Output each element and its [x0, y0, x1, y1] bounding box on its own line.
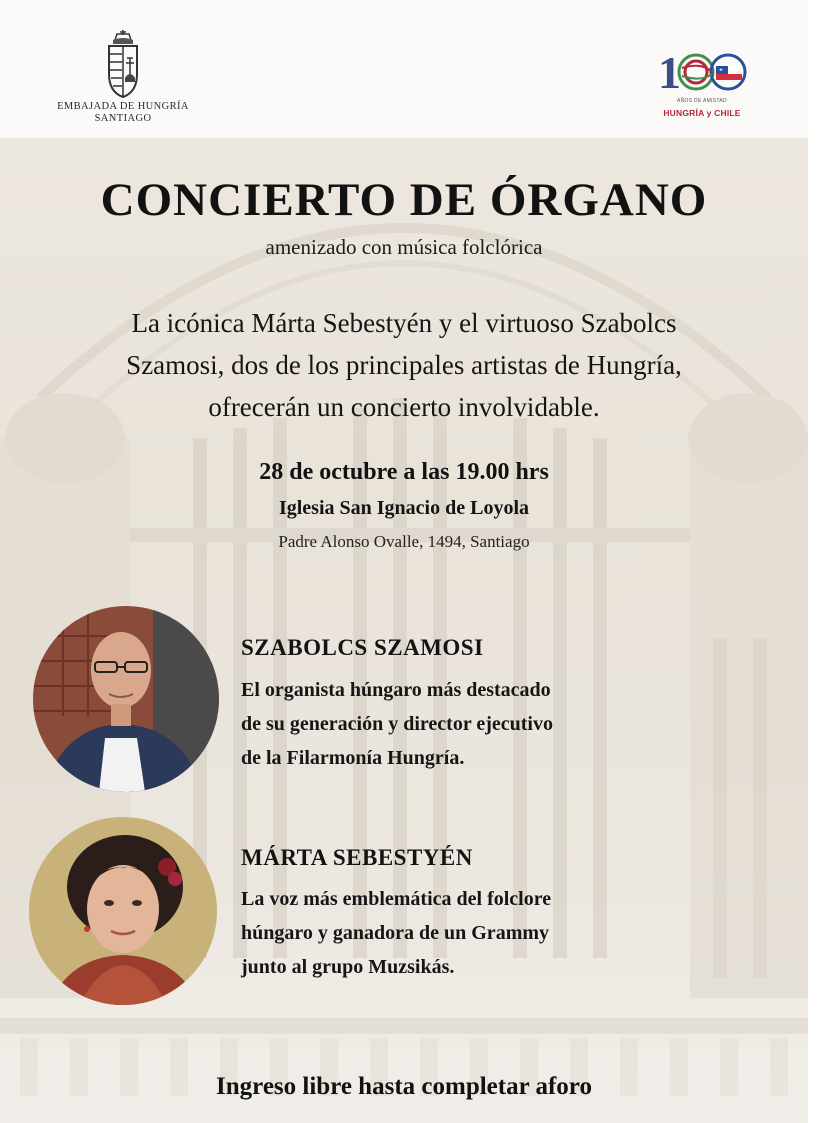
event-datetime: 28 de octubre a las 19.00 hrs: [259, 459, 549, 485]
artist-bio-line: La voz más emblemática del folclore: [241, 888, 552, 910]
artist-photo-szabolcs-szamosi: [33, 606, 219, 792]
embassy-name-line1: EMBAJADA DE HUNGRÍA: [57, 101, 189, 112]
artist-name: SZABOLCS SZAMOSI: [241, 635, 484, 660]
event-address: Padre Alonso Ovalle, 1494, Santiago: [278, 532, 530, 551]
centenary-years-text: AÑOS DE AMISTAD: [677, 98, 727, 104]
artist-bio-line: junto al grupo Muzsikás.: [241, 956, 455, 978]
svg-text:1: 1: [658, 47, 681, 98]
embassy-name-line2: SANTIAGO: [94, 113, 152, 124]
event-venue: Iglesia San Ignacio de Loyola: [278, 497, 530, 519]
event-intro-line: Szamosi, dos de los principales artistas de Hungría,: [126, 350, 682, 380]
artist-bio-line: húngaro y ganadora de un Grammy: [241, 922, 550, 944]
artist-bio-line: El organista húngaro más destacado: [241, 679, 551, 701]
centenary-friendship-logo-icon: [652, 38, 752, 118]
admission-note: Ingreso libre hasta completar aforo: [216, 1073, 592, 1100]
artist-name: MÁRTA SEBESTYÉN: [241, 845, 473, 870]
artist-photo-marta-sebestyen: [29, 817, 217, 1005]
event-intro: [40, 302, 768, 428]
event-intro-line: ofrecerán un concierto involvidable.: [208, 392, 600, 422]
page-edge: [808, 0, 818, 1123]
event-intro-line: La icónica Márta Sebestyén y el virtuoso Szabolcs: [131, 308, 677, 338]
event-subtitle: amenizado con música folclórica: [265, 235, 543, 259]
event-title: CONCIERTO DE ÓRGANO: [100, 174, 708, 226]
artist-bio: [241, 673, 711, 775]
artist-bio-line: de la Filarmonía Hungría.: [241, 747, 465, 769]
centenary-label: HUNGRÍA y CHILE: [663, 108, 741, 118]
artist-bio-line: de su generación y director ejecutivo: [241, 713, 553, 735]
embassy-name: [40, 101, 206, 125]
hungarian-coat-of-arms-icon: [105, 30, 141, 98]
artist-bio: [241, 882, 711, 984]
